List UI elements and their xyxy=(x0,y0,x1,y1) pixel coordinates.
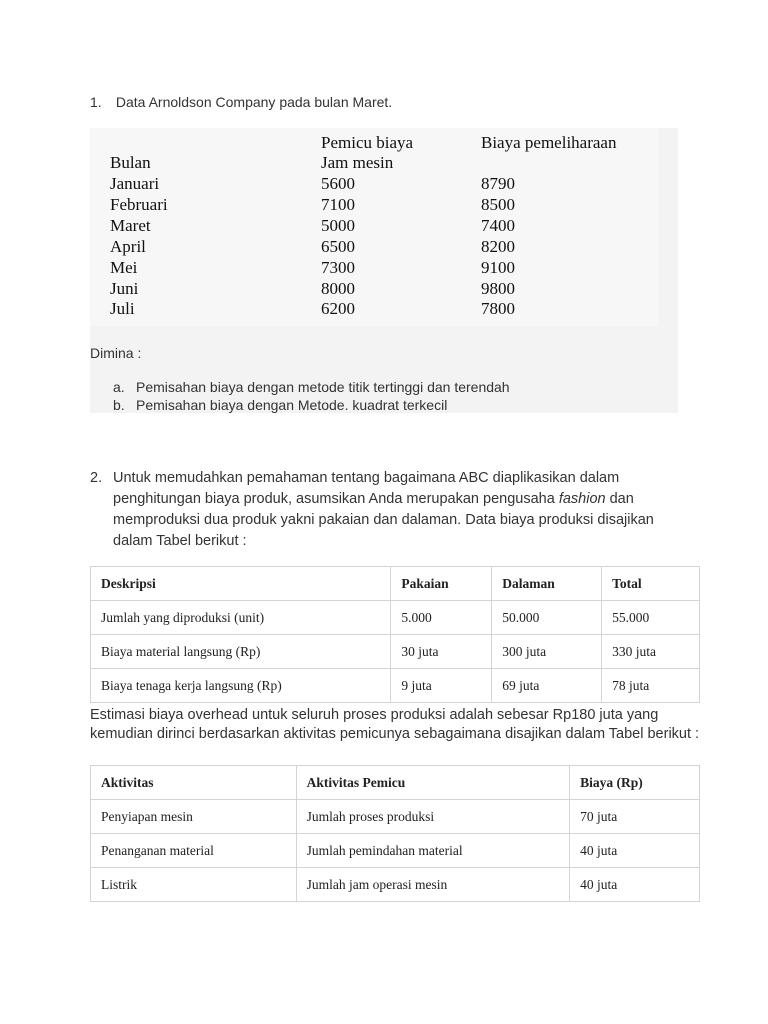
image-row-month: April xyxy=(110,237,146,256)
table-header-cell: Deskripsi xyxy=(91,567,391,601)
question-1-text: Data Arnoldson Company pada bulan Maret. xyxy=(115,94,393,110)
image-header-pemicu: Pemicu biaya xyxy=(321,133,414,152)
table-cell: Jumlah yang diproduksi (unit) xyxy=(91,601,391,635)
question-1-heading xyxy=(90,94,392,110)
image-row-hours: 7100 xyxy=(321,195,355,214)
table-cell: 55.000 xyxy=(602,601,700,635)
image-row-month: Mei xyxy=(110,258,138,277)
table-cell: Penyiapan mesin xyxy=(91,800,297,834)
image-row-month: Juni xyxy=(110,279,139,298)
sub-item-label: a. xyxy=(113,379,125,395)
table-cell: Jumlah proses produksi xyxy=(296,800,570,834)
question-2-text xyxy=(113,468,690,552)
image-row-hours: 5600 xyxy=(321,174,355,193)
table-row xyxy=(91,834,700,868)
table-cell: 9 juta xyxy=(391,669,492,703)
image-row-cost: 8200 xyxy=(481,237,515,256)
table-row xyxy=(91,635,700,669)
image-row-hours: 6200 xyxy=(321,299,355,318)
image-row-hours: 8000 xyxy=(321,279,355,298)
table-header-cell: Aktivitas xyxy=(91,766,297,800)
table-header-cell: Total xyxy=(602,567,700,601)
production-cost-table xyxy=(90,566,700,703)
table-cell: Biaya material langsung (Rp) xyxy=(91,635,391,669)
table-row xyxy=(91,669,700,703)
table-cell: 5.000 xyxy=(391,601,492,635)
table-cell: Jumlah jam operasi mesin xyxy=(296,868,570,902)
image-header-bulan: Bulan xyxy=(110,153,151,172)
table-header-cell: Pakaian xyxy=(391,567,492,601)
table-row xyxy=(91,601,700,635)
sub-item-a xyxy=(113,379,510,395)
table-cell: 40 juta xyxy=(570,868,700,902)
question-2 xyxy=(90,468,690,552)
table-cell: 69 juta xyxy=(492,669,602,703)
table-header-row xyxy=(91,766,700,800)
table-cell: Penanganan material xyxy=(91,834,297,868)
table-cell: 300 juta xyxy=(492,635,602,669)
table-cell: Jumlah pemindahan material xyxy=(296,834,570,868)
table-cell: 30 juta xyxy=(391,635,492,669)
image-row-cost: 7400 xyxy=(481,216,515,235)
image-row-cost: 8500 xyxy=(481,195,515,214)
table-header-cell: Dalaman xyxy=(492,567,602,601)
table-header-cell: Aktivitas Pemicu xyxy=(296,766,570,800)
image-row-month: Februari xyxy=(110,195,168,214)
question-2-text-part: dan memproduksi dua produk yakni pakaian dan dalaman. Data biaya produksi disajikan dalam Tabel berikut : xyxy=(113,491,654,549)
image-header-jam: Jam mesin xyxy=(321,153,394,172)
image-row-cost: 7800 xyxy=(481,299,515,318)
sub-item-b xyxy=(113,397,447,413)
overhead-activity-table xyxy=(90,765,700,902)
image-row-month: Maret xyxy=(110,216,151,235)
table-cell: 70 juta xyxy=(570,800,700,834)
sub-item-text: Pemisahan biaya dengan Metode. kuadrat terkecil xyxy=(136,397,448,413)
image-row-month: Januari xyxy=(110,174,160,193)
table-row xyxy=(91,868,700,902)
image-row-cost: 9100 xyxy=(481,258,515,277)
sub-item-label: b. xyxy=(113,397,125,413)
table-cell: 330 juta xyxy=(602,635,700,669)
image-row-cost: 8790 xyxy=(481,174,515,193)
table-header-cell: Biaya (Rp) xyxy=(570,766,700,800)
table-row xyxy=(91,800,700,834)
dimina-label: Dimina : xyxy=(90,345,142,361)
table-header-row xyxy=(91,567,700,601)
image-row-hours: 5000 xyxy=(321,216,355,235)
table-cell: 78 juta xyxy=(602,669,700,703)
sub-item-text: Pemisahan biaya dengan metode titik tertinggi dan terendah xyxy=(136,379,510,395)
table-cell: 50.000 xyxy=(492,601,602,635)
overhead-paragraph: Estimasi biaya overhead untuk seluruh proses produksi adalah sebesar Rp180 juta yang kemudian dirinci berdasarkan aktivitas pemicunya sebagaimana disajikan dalam Tabel berikut : xyxy=(90,707,700,742)
question-1-number: 1. xyxy=(90,94,102,110)
table-cell: Biaya tenaga kerja langsung (Rp) xyxy=(91,669,391,703)
image-row-hours: 7300 xyxy=(321,258,355,277)
question-2-number: 2. xyxy=(90,470,103,486)
fashion-italic: fashion xyxy=(558,491,606,507)
image-row-cost: 9800 xyxy=(481,279,515,298)
image-header-biaya: Biaya pemeliharaan xyxy=(481,133,617,152)
question-2-text-part: Untuk memudahkan pemahaman tentang bagaimana ABC diaplikasikan dalam penghitungan biaya produk, asumsikan Anda merupakan pengusaha xyxy=(113,470,620,507)
table-cell: 40 juta xyxy=(570,834,700,868)
image-row-month: Juli xyxy=(110,299,135,318)
table-cell: Listrik xyxy=(91,868,297,902)
image-row-hours: 6500 xyxy=(321,237,355,256)
